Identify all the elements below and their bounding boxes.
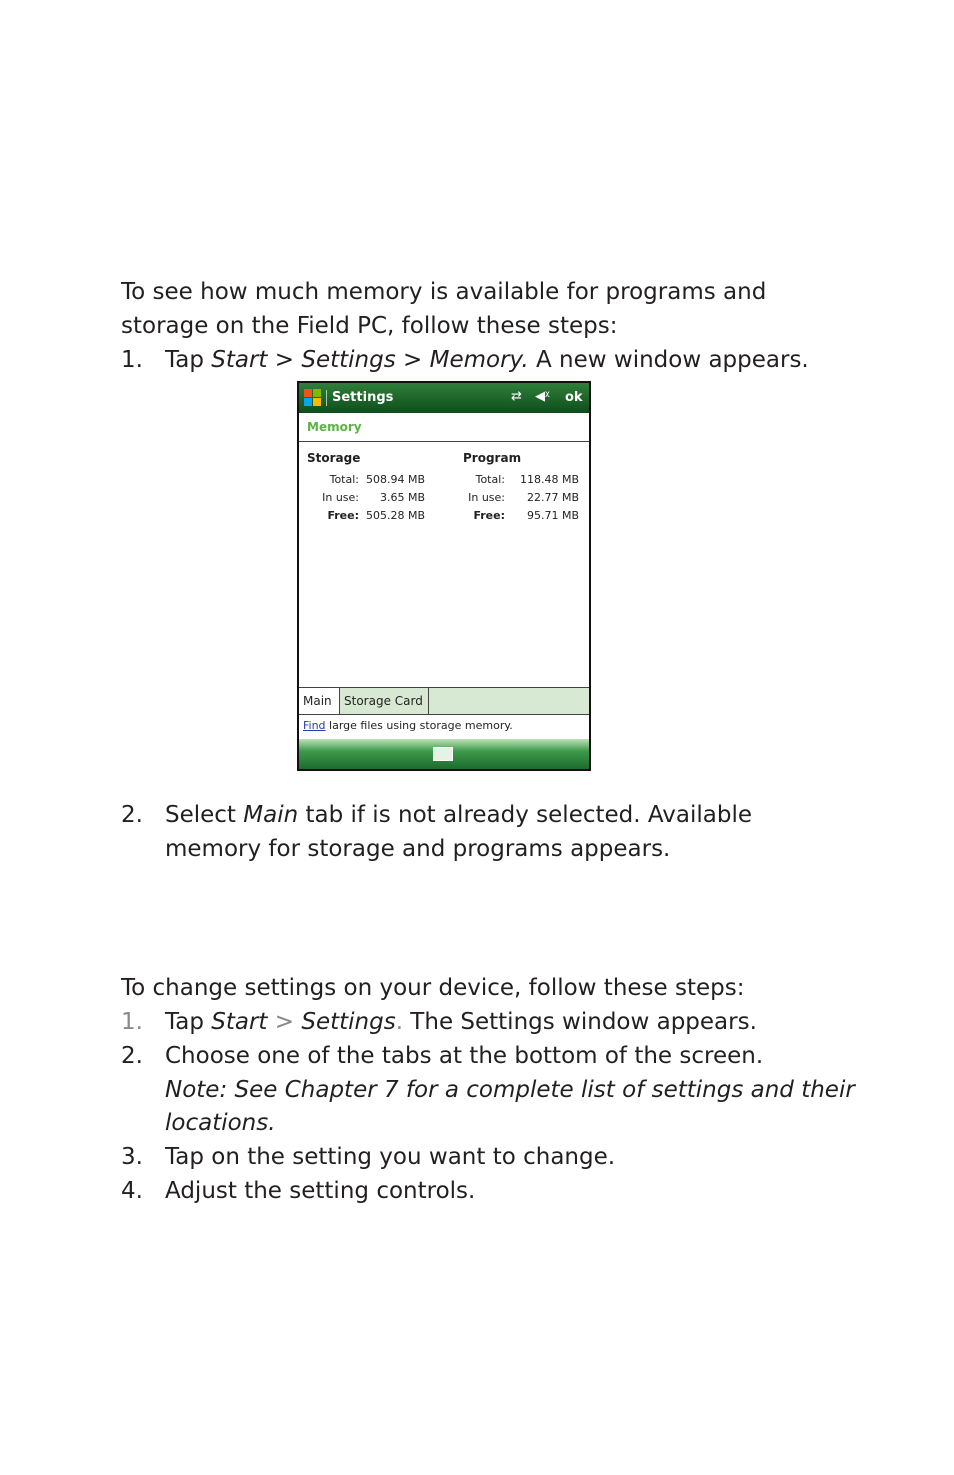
page-subtitle: Memory bbox=[307, 420, 362, 434]
step-text: Choose one of the tabs at the bottom of the screen. bbox=[165, 1043, 764, 1069]
windows-start-icon[interactable] bbox=[304, 389, 322, 407]
program-inuse-value: 22.77 MB bbox=[526, 491, 579, 504]
step-text: Tap Start > Settings. The Settings window appears. bbox=[165, 1009, 757, 1035]
program-total-label: Total: bbox=[475, 473, 505, 486]
program-free-value: 95.71 MB bbox=[526, 509, 579, 522]
soft-key-bar bbox=[299, 739, 589, 769]
program-total-value: 118.48 MB bbox=[519, 473, 579, 486]
step-number: 1. bbox=[121, 347, 143, 373]
volume-muted-icon[interactable]: ◀ᵡ bbox=[535, 389, 550, 404]
title-bar bbox=[299, 383, 589, 413]
step-number: 2. bbox=[121, 1043, 143, 1069]
intro-line-2: storage on the Field PC, follow these steps: bbox=[121, 313, 618, 339]
storage-inuse-label: In use: bbox=[322, 491, 359, 504]
storage-free-value: 505.28 MB bbox=[365, 509, 425, 522]
step-number: 1. bbox=[121, 1009, 143, 1035]
storage-free-label: Free: bbox=[327, 509, 359, 522]
storage-heading: Storage bbox=[307, 451, 361, 465]
storage-total-value: 508.94 MB bbox=[365, 473, 425, 486]
settings-note-line-2: locations. bbox=[165, 1110, 276, 1136]
keyboard-icon[interactable] bbox=[433, 747, 453, 761]
title-separator bbox=[326, 390, 327, 406]
program-inuse-label: In use: bbox=[468, 491, 505, 504]
memory-settings-screenshot bbox=[297, 381, 591, 771]
program-free-label: Free: bbox=[473, 509, 505, 522]
storage-inuse-value: 3.65 MB bbox=[379, 491, 425, 504]
storage-total-label: Total: bbox=[329, 473, 359, 486]
settings-intro: To change settings on your device, follow these steps: bbox=[121, 975, 745, 1001]
tab-main[interactable]: Main bbox=[299, 688, 340, 714]
find-link[interactable]: Find bbox=[303, 719, 326, 732]
tab-storage-card[interactable]: Storage Card bbox=[340, 688, 429, 714]
intro-line-1: To see how much memory is available for programs and bbox=[121, 279, 767, 305]
step-number: 4. bbox=[121, 1178, 143, 1204]
memory-step-2-line-2: memory for storage and programs appears. bbox=[165, 836, 671, 862]
tab-bar bbox=[299, 687, 589, 715]
step-text: Tap on the setting you want to change. bbox=[165, 1144, 616, 1170]
step-text: Adjust the setting controls. bbox=[165, 1178, 476, 1204]
window-title: Settings bbox=[332, 390, 394, 405]
step-number: 3. bbox=[121, 1144, 143, 1170]
step-text: Select Main tab if is not already selected. Available bbox=[165, 802, 752, 828]
ok-button[interactable]: ok bbox=[565, 390, 583, 405]
settings-note-line-1: Note: See Chapter 7 for a complete list of settings and their bbox=[165, 1077, 855, 1103]
step-number: 2. bbox=[121, 802, 143, 828]
connectivity-icon[interactable]: ⇄ bbox=[511, 389, 522, 404]
step-text: Tap Start > Settings > Memory. A new window appears. bbox=[165, 347, 809, 373]
find-large-files-text: Find large files using storage memory. bbox=[303, 719, 513, 732]
program-heading: Program bbox=[463, 451, 522, 465]
page-subtitle-bar bbox=[299, 413, 589, 442]
